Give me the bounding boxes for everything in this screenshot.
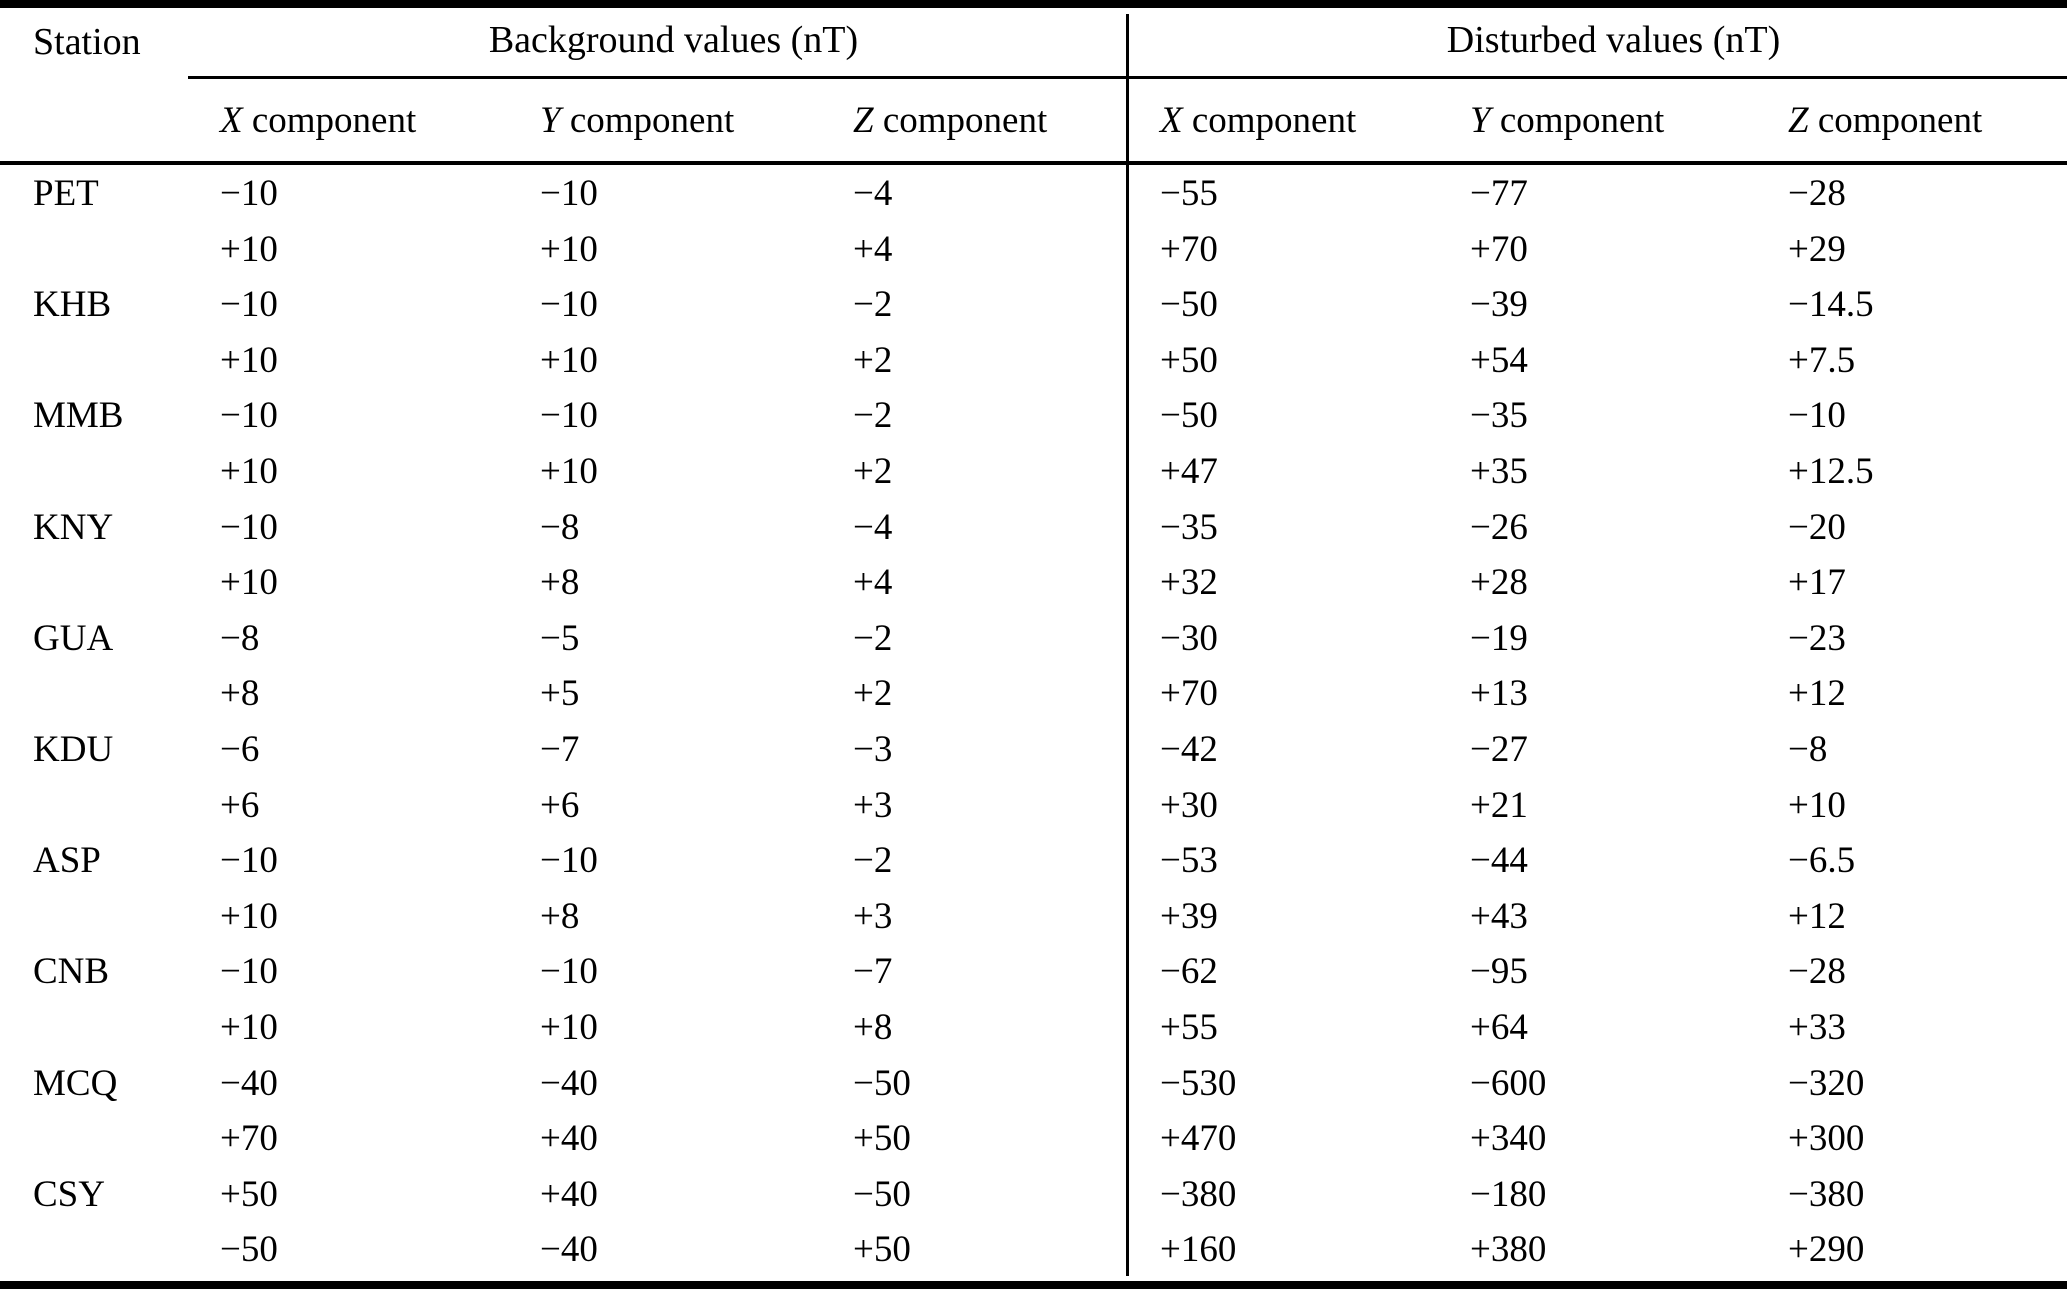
value-cell: −50 xyxy=(1160,284,1218,326)
value-cell: +7.5 xyxy=(1788,339,1856,381)
value-cell: +10 xyxy=(540,451,598,492)
value-cell: +70 xyxy=(1470,228,1528,270)
component-letter: Y xyxy=(1470,100,1491,141)
table-row xyxy=(0,1056,2067,1112)
value-cell: +8 xyxy=(220,673,260,715)
value-cell: +50 xyxy=(220,1173,278,1215)
value-cell: +8 xyxy=(853,1007,893,1048)
value-cell: +10 xyxy=(540,1007,598,1048)
component-word: component xyxy=(560,100,735,141)
value-cell: −10 xyxy=(1788,395,1846,437)
value-cell: −14.5 xyxy=(1788,284,1874,326)
value-cell: −20 xyxy=(1788,506,1846,548)
value-cell: −50 xyxy=(220,1229,278,1271)
table-row xyxy=(0,1167,2067,1223)
value-cell: +50 xyxy=(1160,339,1218,381)
table-row xyxy=(0,778,2067,834)
component-word: component xyxy=(242,100,417,141)
component-word: component xyxy=(1182,100,1357,141)
value-cell: −28 xyxy=(1788,951,1846,993)
table-row xyxy=(0,1111,2067,1167)
value-cell: +43 xyxy=(1470,895,1528,937)
value-cell: −50 xyxy=(853,1062,911,1104)
station-cell: PET xyxy=(33,173,99,214)
value-cell: +17 xyxy=(1788,562,1846,604)
value-cell: −320 xyxy=(1788,1062,1865,1104)
station-cell: CSY xyxy=(33,1173,105,1215)
value-cell: −10 xyxy=(540,173,598,214)
table-row xyxy=(0,277,2067,333)
component-word: component xyxy=(1490,100,1665,141)
table-body xyxy=(0,166,2067,1278)
value-cell: +10 xyxy=(1788,784,1846,826)
component-letter: Z xyxy=(853,100,874,141)
value-cell: −530 xyxy=(1160,1062,1237,1104)
component-word: component xyxy=(873,100,1048,141)
value-cell: +30 xyxy=(1160,784,1218,826)
value-cell: −35 xyxy=(1470,395,1528,437)
value-cell: +4 xyxy=(853,562,893,604)
value-cell: −380 xyxy=(1788,1173,1865,1215)
value-cell: +40 xyxy=(540,1118,598,1160)
value-cell: −10 xyxy=(540,840,598,882)
value-cell: −7 xyxy=(540,729,580,770)
value-cell: +300 xyxy=(1788,1118,1865,1160)
station-column-header: Station xyxy=(33,21,141,63)
value-cell: +160 xyxy=(1160,1229,1237,1271)
table-row xyxy=(0,555,2067,611)
value-cell: +39 xyxy=(1160,895,1218,937)
value-cell: +10 xyxy=(220,451,278,492)
component-letter: Z xyxy=(1788,100,1809,141)
value-cell: −77 xyxy=(1470,173,1528,214)
component-letter: Y xyxy=(540,100,561,141)
value-cell: +10 xyxy=(220,228,278,270)
value-cell: +10 xyxy=(540,228,598,270)
value-cell: +70 xyxy=(1160,228,1218,270)
value-cell: −19 xyxy=(1470,617,1528,659)
table-row xyxy=(0,944,2067,1000)
value-cell: −600 xyxy=(1470,1062,1547,1104)
value-cell: +29 xyxy=(1788,228,1846,270)
value-cell: +10 xyxy=(220,562,278,604)
value-cell: −30 xyxy=(1160,617,1218,659)
value-cell: +10 xyxy=(220,339,278,381)
value-cell: +2 xyxy=(853,339,893,381)
table-row xyxy=(0,444,2067,500)
value-cell: −39 xyxy=(1470,284,1528,326)
value-cell: +10 xyxy=(220,895,278,937)
value-cell: +12 xyxy=(1788,895,1846,937)
component-letter: X xyxy=(1160,100,1183,141)
value-cell: −35 xyxy=(1160,506,1218,548)
station-cell: KNY xyxy=(33,506,114,548)
value-cell: +6 xyxy=(220,784,260,826)
table-row xyxy=(0,166,2067,222)
value-cell: −8 xyxy=(540,506,580,548)
section-divider-line xyxy=(1126,14,1129,1276)
value-cell: −380 xyxy=(1160,1173,1237,1215)
value-cell: −10 xyxy=(540,284,598,326)
station-cell: GUA xyxy=(33,617,114,659)
value-cell: −2 xyxy=(853,395,893,437)
value-cell: +4 xyxy=(853,228,893,270)
value-cell: +3 xyxy=(853,895,893,937)
value-cell: +470 xyxy=(1160,1118,1237,1160)
value-cell: +21 xyxy=(1470,784,1528,826)
value-cell: −53 xyxy=(1160,840,1218,882)
value-cell: −62 xyxy=(1160,951,1218,993)
value-cell: −10 xyxy=(220,951,278,993)
value-cell: −10 xyxy=(220,173,278,214)
component-header-x-disturbed xyxy=(1160,98,1356,144)
station-cell: CNB xyxy=(33,951,110,993)
value-cell: +35 xyxy=(1470,451,1528,492)
table-row xyxy=(0,666,2067,722)
value-cell: +64 xyxy=(1470,1007,1528,1048)
value-cell: −8 xyxy=(1788,729,1828,770)
component-header-y-disturbed xyxy=(1470,98,1664,144)
value-cell: +70 xyxy=(220,1118,278,1160)
value-cell: +10 xyxy=(220,1007,278,1048)
value-cell: −4 xyxy=(853,506,893,548)
value-cell: +10 xyxy=(540,339,598,381)
table-row xyxy=(0,500,2067,556)
value-cell: +8 xyxy=(540,895,580,937)
value-cell: −2 xyxy=(853,617,893,659)
value-cell: −27 xyxy=(1470,729,1528,770)
value-cell: +12 xyxy=(1788,673,1846,715)
top-rule xyxy=(0,0,2067,8)
value-cell: −8 xyxy=(220,617,260,659)
header-body-separator-rule xyxy=(0,161,2067,165)
value-cell: +40 xyxy=(540,1173,598,1215)
table-row xyxy=(0,889,2067,945)
value-cell: −50 xyxy=(1160,395,1218,437)
value-cell: +340 xyxy=(1470,1118,1547,1160)
value-cell: −55 xyxy=(1160,173,1218,214)
value-cell: +33 xyxy=(1788,1007,1846,1048)
disturbed-values-group-header: Disturbed values (nT) xyxy=(1446,19,1781,61)
value-cell: −28 xyxy=(1788,173,1846,214)
value-cell: +54 xyxy=(1470,339,1528,381)
value-cell: +13 xyxy=(1470,673,1528,715)
value-cell: −6 xyxy=(220,729,260,770)
table-row xyxy=(0,1222,2067,1278)
value-cell: −42 xyxy=(1160,729,1218,770)
value-cell: +32 xyxy=(1160,562,1218,604)
value-cell: −180 xyxy=(1470,1173,1547,1215)
value-cell: +8 xyxy=(540,562,580,604)
station-cell: ASP xyxy=(33,840,101,882)
value-cell: +55 xyxy=(1160,1007,1218,1048)
table-row xyxy=(0,1000,2067,1056)
table-row xyxy=(0,222,2067,278)
component-word: component xyxy=(1808,100,1983,141)
value-cell: +2 xyxy=(853,451,893,492)
component-header-z-disturbed xyxy=(1788,98,1982,144)
value-cell: +28 xyxy=(1470,562,1528,604)
value-cell: +50 xyxy=(853,1118,911,1160)
station-cell: KHB xyxy=(33,284,112,326)
station-cell: KDU xyxy=(33,729,114,770)
value-cell: +290 xyxy=(1788,1229,1865,1271)
value-cell: −10 xyxy=(220,395,278,437)
value-cell: −10 xyxy=(220,506,278,548)
table-row xyxy=(0,388,2067,444)
component-header-z-background xyxy=(853,98,1047,144)
value-cell: −10 xyxy=(220,284,278,326)
value-cell: −95 xyxy=(1470,951,1528,993)
value-cell: −10 xyxy=(540,951,598,993)
value-cell: +6 xyxy=(540,784,580,826)
value-cell: +50 xyxy=(853,1229,911,1271)
component-header-y-background xyxy=(540,98,734,144)
bottom-rule xyxy=(0,1281,2067,1289)
value-cell: +47 xyxy=(1160,451,1218,492)
table-row xyxy=(0,333,2067,389)
value-cell: +380 xyxy=(1470,1229,1547,1271)
value-cell: +3 xyxy=(853,784,893,826)
value-cell: −26 xyxy=(1470,506,1528,548)
value-cell: −40 xyxy=(540,1062,598,1104)
component-header-x-background xyxy=(220,98,416,144)
value-cell: −40 xyxy=(220,1062,278,1104)
value-cell: −44 xyxy=(1470,840,1528,882)
station-cell: MCQ xyxy=(33,1062,118,1104)
value-cell: −2 xyxy=(853,840,893,882)
station-cell: MMB xyxy=(33,395,124,437)
table-row xyxy=(0,833,2067,889)
value-cell: +2 xyxy=(853,673,893,715)
background-values-group-header: Background values (nT) xyxy=(488,19,859,61)
component-letter: X xyxy=(220,100,243,141)
value-cell: −2 xyxy=(853,284,893,326)
table-row xyxy=(0,722,2067,778)
value-cell: −40 xyxy=(540,1229,598,1271)
value-cell: +70 xyxy=(1160,673,1218,715)
table-row xyxy=(0,611,2067,667)
value-cell: −10 xyxy=(540,395,598,437)
value-cell: −10 xyxy=(220,840,278,882)
value-cell: −6.5 xyxy=(1788,840,1856,882)
value-cell: −7 xyxy=(853,951,893,993)
value-cell: −23 xyxy=(1788,617,1846,659)
value-cell: −3 xyxy=(853,729,893,770)
value-cell: +12.5 xyxy=(1788,451,1874,492)
value-cell: −50 xyxy=(853,1173,911,1215)
value-cell: −5 xyxy=(540,617,580,659)
value-cell: −4 xyxy=(853,173,893,214)
value-cell: +5 xyxy=(540,673,580,715)
